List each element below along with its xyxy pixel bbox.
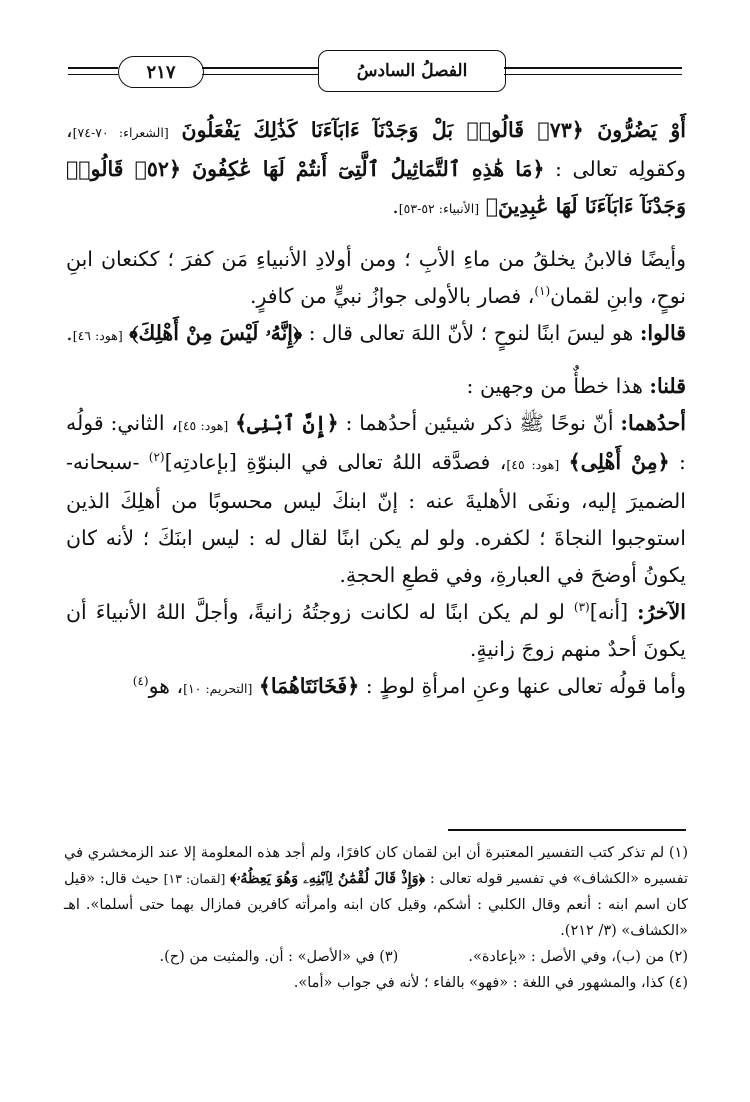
paragraph-text: [أنه]: [589, 600, 638, 624]
verse-reference: [الشعراء: ٧٠-٧٤]: [72, 125, 169, 140]
chapter-title: الفصلُ السادسُ: [318, 50, 506, 92]
paragraph-2: [66, 241, 686, 315]
lead-word: أحدُهما:: [620, 411, 686, 435]
verse-reference: [هود: ٤٥]: [506, 457, 560, 472]
footnote-marker[interactable]: (١): [534, 284, 551, 299]
header-rule-middle-bottom: [202, 74, 318, 75]
quran-verse: ﴿إِنَّ ٱبْنِى﴾: [235, 411, 339, 435]
main-text: [66, 112, 686, 707]
header-rule-right-bottom: [504, 74, 682, 75]
footnote-marker[interactable]: (٤): [132, 674, 149, 689]
header-rule-middle-top: [202, 67, 318, 69]
paragraph-text: هو ليسَ ابنًا لنوحٍ ؛ لأنّ اللهَ تعالى قال :: [308, 321, 640, 345]
footnote-separator: [448, 829, 686, 831]
paragraph-7: [66, 668, 686, 707]
footnote-1: [64, 840, 688, 944]
footnote-3: (٣) في «الأصل» : أن. والمثبت من (ح).: [159, 949, 399, 965]
header-rule-left-top: [68, 67, 118, 69]
paragraph-text: .: [392, 194, 399, 218]
paragraph-text: ، فصدَّقه اللهُ تعالى في البنوّةِ [بإعادتِه]: [164, 450, 507, 474]
footnote-text: حيث قال: «قيل كان اسم ابنه : أنعم وقال الكلبي : أشكم، وقيل كان ابنه وامرأته كافرين فمازال بهما حتى أسلما». اهـ «الكشاف» (٣/ ٢١٢).: [64, 871, 688, 939]
paragraph-text: أنّ نوحًا ﷺ ذكر شيئين أحدُهما :: [345, 411, 621, 435]
quran-verse: ﴿مَا هَٰذِهِ ٱلتَّمَاثِيلُ ٱلَّتِىٓ أَنتُمْ لَهَا عَٰكِفُونَ ﴿٥٢﴾ قَالُوا۟ وَجَدْنَآ ءَابَآءَنَا لَهَا عَٰبِدِينَ﴾: [66, 157, 686, 218]
paragraph-1: [66, 112, 686, 227]
footnote-4: (٤) كذا، والمشهور في اللغة : «فهو» بالفاء ؛ لأنه في جواب «أما».: [293, 975, 688, 991]
quran-verse: ﴿إِنَّهُۥ لَيْسَ مِنْ أَهْلِكَ﴾: [129, 321, 303, 345]
footnote-marker[interactable]: (٢): [148, 450, 165, 465]
quran-verse: ﴿مِنْ أَهْلِى﴾: [568, 450, 670, 474]
paragraph-text: ، الثاني: قولُه :: [66, 411, 686, 474]
quran-verse: ﴿فَخَانَتَاهُمَا﴾: [258, 674, 360, 698]
verse-reference: [التحريم: ١٠]: [183, 681, 253, 696]
paragraph-text: .: [66, 321, 73, 345]
quran-verse: ﴿وَإِذْ قَالَ لُقْمَٰنُ لِٱبْنِهِۦ وَهُوَ يَعِظُهُۥ﴾: [230, 870, 426, 887]
footnote-marker[interactable]: (٣): [573, 600, 590, 615]
footnote-text: (١) لم تذكر كتب التفسير المعتبرة أن ابن لقمان كان كافرًا، ولم أجد هذه المعلومة إلا عند الزمخشري في تفسيره «الكشاف» في تفسير قوله تعالى :: [64, 845, 689, 887]
paragraph-text: ، هو: [148, 674, 184, 698]
lead-word: قلنا:: [649, 374, 686, 398]
footnote-row-2-3: [64, 944, 688, 970]
page-header: [68, 50, 682, 94]
paragraph-text: وأيضًا فالابنُ يخلقُ من ماءِ الأبِ ؛ ومن أولادِ الأنبياءِ مَن كفرَ ؛ ككنعان ابنِ نوحٍ، وابنِ لقمان: [66, 247, 686, 308]
footnotes: [64, 840, 688, 996]
paragraph-text: وأما قولُه تعالى عنها وعنِ امرأةِ لوطٍ :: [365, 674, 686, 698]
paragraph-text: ، وكقولِه تعالى :: [66, 118, 686, 181]
paragraph-text: هذا خطأٌ من وجهين :: [466, 374, 650, 398]
paragraph-text: -سبحانه- الضميرَ إليه، ونفَى الأهليةَ عنه : إنّ ابنكَ ليس محسوبًا من أهلِكَ الذين استوجبوا النجاةَ ؛ لكفره. ولو لم يكن ابنًا لقال له : ليس ابنَكَ ؛ لأنه كان يكونُ أوضحَ في العبارةِ، وفي قطعِ الحجةِ.: [66, 450, 686, 587]
lead-word: الآخرُ:: [637, 600, 686, 624]
paragraph-4: [66, 368, 686, 405]
paragraph-text: لو لم يكن ابنًا له لكانت زوجتُهُ زانيةً، وأجلَّ اللهُ الأنبياءَ أن يكونَ أحدٌ منهم زوجَ زانيةٍ.: [66, 600, 686, 661]
verse-reference: [هود: ٤٥]: [177, 418, 229, 433]
footnote-2: (٢) من (ب)، وفي الأصل : «بإعادة».: [468, 949, 688, 965]
page-number: ٢١٧: [118, 56, 204, 88]
paragraph-text: ، فصار بالأولى جوازُ نبيٍّ من كافرٍ.: [249, 284, 535, 308]
header-rule-left-bottom: [68, 74, 118, 75]
verse-reference: [هود: ٤٦]: [72, 328, 123, 343]
lead-word: قالوا:: [639, 321, 686, 345]
header-rule-right-top: [504, 67, 682, 69]
verse-reference: [الأنبياء: ٥٢-٥٣]: [398, 201, 480, 216]
paragraph-5: [66, 405, 686, 594]
paragraph-6: [66, 594, 686, 668]
verse-reference: [لقمان: ١٣]: [163, 871, 226, 886]
quran-verse: أَوْ يَضُرُّونَ ﴿٧٣﴾ قَالُوا۟ بَلْ وَجَدْنَآ ءَابَآءَنَا كَذَٰلِكَ يَفْعَلُونَ: [181, 118, 686, 142]
paragraph-3: [66, 315, 686, 354]
